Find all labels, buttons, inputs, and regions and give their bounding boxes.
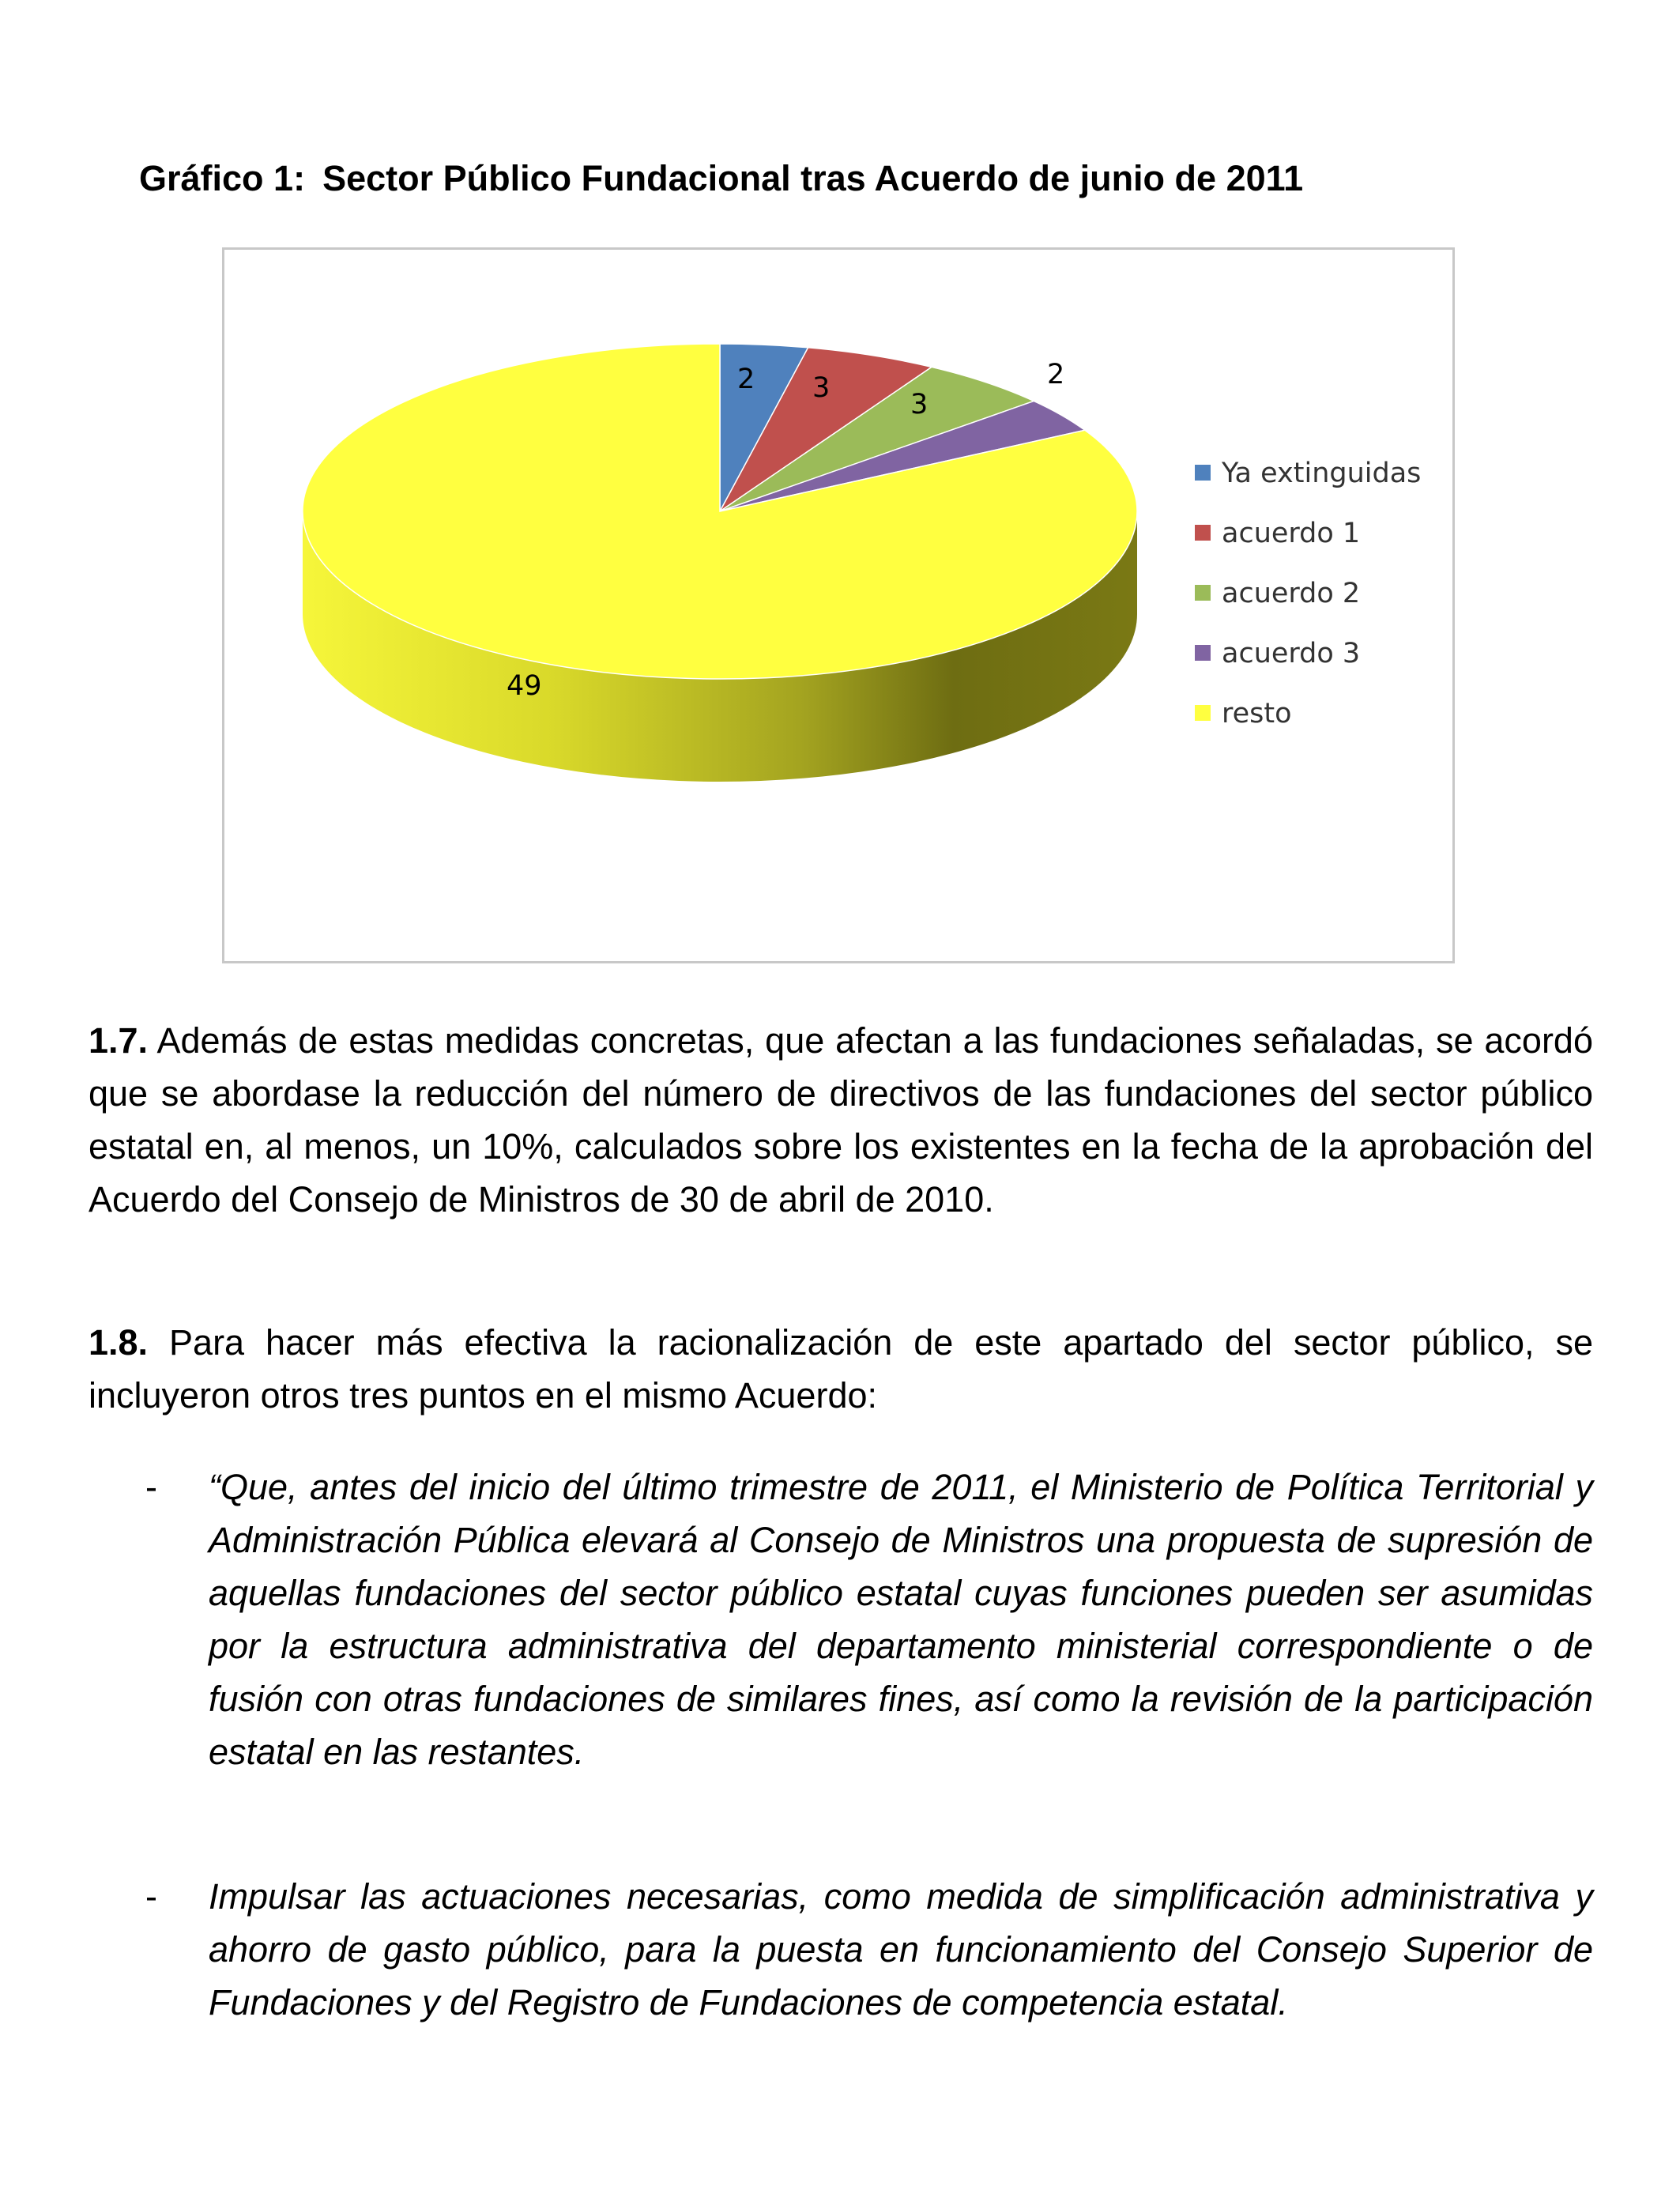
data-label: 3: [812, 372, 831, 404]
paragraph-text: Para hacer más efectiva la racionalización de este apartado del sector público, se incluyeron otros tres puntos en el mismo Acuerdo:: [89, 1322, 1593, 1416]
bullet-marker: -: [145, 1876, 157, 1917]
legend-swatch: [1195, 465, 1211, 481]
legend-swatch: [1195, 525, 1211, 541]
paragraph-1-8: [89, 1316, 1593, 1422]
bullet-text: “Que, antes del inicio del último trimestre de 2011, el Ministerio de Política Territorial y Administración Pública elevará al Consejo de Ministros una propuesta de supresión de aquellas fundaciones del sector público estatal cuyas funciones pueden ser asumidas por la estructura administrativa del departamento ministerial correspondiente o de fusión con otras fundaciones de similares fines, así como la revisión de la participación estatal en las restantes.: [209, 1467, 1593, 1772]
legend-label: acuerdo 3: [1222, 638, 1361, 669]
legend-swatch: [1195, 645, 1211, 661]
caption-title: Sector Público Fundacional tras Acuerdo de junio de 2011: [322, 158, 1304, 198]
chart-legend: [1195, 458, 1421, 729]
legend-label: Ya extinguidas: [1222, 458, 1422, 489]
paragraph-text: Además de estas medidas concretas, que afectan a las fundaciones señaladas, se acordó que se abordase la reducción del número de directivos de las fundaciones del sector público estatal en, al menos, un 10%, calculados sobre los existentes en la fecha de la aprobación del Acuerdo del Consejo de Ministros de 30 de abril de 2010.: [89, 1020, 1593, 1220]
legend-swatch: [1195, 705, 1211, 721]
chart-caption: [139, 156, 1640, 201]
pie-top-layer: [303, 344, 1137, 679]
legend-label: acuerdo 1: [1222, 518, 1361, 549]
paragraph-number: 1.8.: [89, 1322, 149, 1363]
legend-label: acuerdo 2: [1222, 578, 1361, 609]
bullet-marker: -: [145, 1467, 157, 1507]
bullet-text: Impulsar las actuaciones necesarias, como medida de simplificación administrativa y ahorro de gasto público, para la puesta en funcionamiento del Consejo Superior de Fundaciones y del Registro de Fundaciones de competencia estatal.: [209, 1876, 1593, 2022]
data-label: 2: [1047, 359, 1065, 390]
legend-label: resto: [1222, 698, 1292, 729]
legend-swatch: [1195, 585, 1211, 601]
caption-label: Gráfico 1:: [139, 158, 306, 198]
data-label: 2: [737, 364, 755, 395]
paragraph-1-7: [89, 1014, 1593, 1226]
data-label: 3: [910, 389, 929, 420]
data-label: 49: [507, 670, 542, 702]
pie-chart: [224, 250, 1452, 961]
paragraph-number: 1.7.: [89, 1020, 149, 1061]
pie-chart-frame: [222, 247, 1455, 963]
